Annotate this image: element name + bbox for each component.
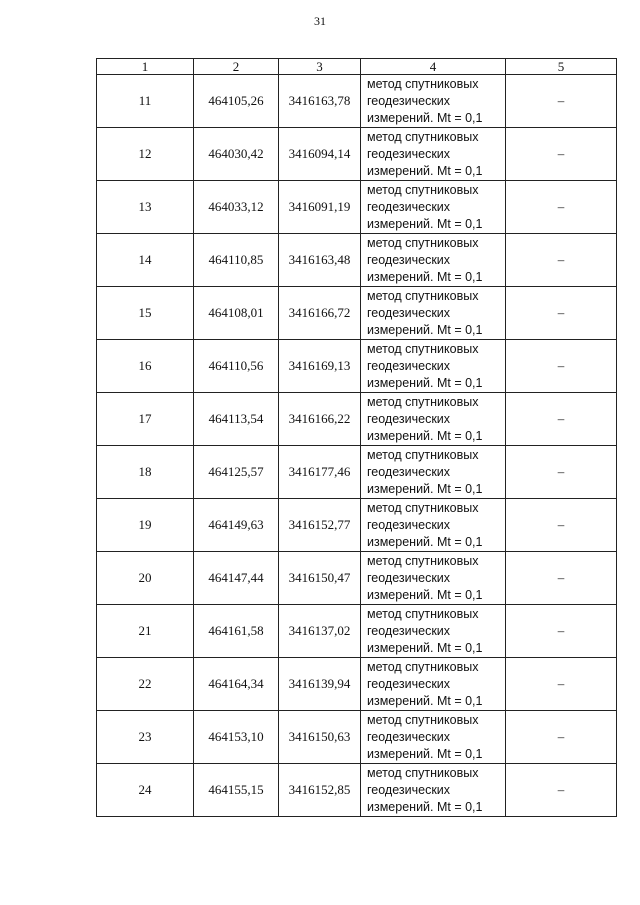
- coordinate-y-cell: 3416137,02: [279, 605, 361, 658]
- point-number-cell: 16: [97, 340, 194, 393]
- method-line: геодезических: [367, 464, 451, 479]
- coordinate-x-cell: 464125,57: [194, 446, 279, 499]
- method-line: геодезических: [367, 199, 451, 214]
- method-line: геодезических: [367, 729, 451, 744]
- column-header-4: 4: [361, 59, 506, 75]
- method-line: метод спутниковых: [367, 129, 479, 144]
- table-row: [97, 128, 617, 181]
- method-cell: [361, 446, 506, 499]
- note-cell: –: [506, 764, 617, 817]
- table-row: [97, 446, 617, 499]
- table-row: [97, 234, 617, 287]
- coordinate-y-cell: 3416139,94: [279, 658, 361, 711]
- page-number: 31: [314, 14, 326, 28]
- method-cell: [361, 711, 506, 764]
- method-cell: [361, 552, 506, 605]
- table-header-row: [97, 59, 617, 75]
- column-header-3: 3: [279, 59, 361, 75]
- note-cell: –: [506, 393, 617, 446]
- table-row: [97, 499, 617, 552]
- method-line: геодезических: [367, 252, 451, 267]
- method-line: измерений. Mt = 0,1: [367, 428, 483, 443]
- note-cell: –: [506, 75, 617, 128]
- table-row: [97, 658, 617, 711]
- method-line: метод спутниковых: [367, 341, 479, 356]
- method-cell: [361, 658, 506, 711]
- point-number-cell: 23: [97, 711, 194, 764]
- method-line: метод спутниковых: [367, 712, 479, 727]
- method-line: метод спутниковых: [367, 235, 479, 250]
- table-row: [97, 393, 617, 446]
- coordinate-y-cell: 3416094,14: [279, 128, 361, 181]
- method-line: геодезических: [367, 411, 451, 426]
- method-line: геодезических: [367, 676, 451, 691]
- table-row: [97, 552, 617, 605]
- point-number-cell: 15: [97, 287, 194, 340]
- coordinate-y-cell: 3416150,63: [279, 711, 361, 764]
- method-cell: [361, 605, 506, 658]
- coordinate-x-cell: 464161,58: [194, 605, 279, 658]
- method-line: измерений. Mt = 0,1: [367, 534, 483, 549]
- method-line: измерений. Mt = 0,1: [367, 216, 483, 231]
- coordinate-y-cell: 3416163,78: [279, 75, 361, 128]
- method-line: метод спутниковых: [367, 765, 479, 780]
- method-cell: [361, 181, 506, 234]
- method-line: измерений. Mt = 0,1: [367, 163, 483, 178]
- table-body: [97, 75, 617, 817]
- point-number-cell: 21: [97, 605, 194, 658]
- note-cell: –: [506, 446, 617, 499]
- coordinate-x-cell: 464113,54: [194, 393, 279, 446]
- coordinate-x-cell: 464110,56: [194, 340, 279, 393]
- method-line: измерений. Mt = 0,1: [367, 481, 483, 496]
- coordinate-y-cell: 3416166,22: [279, 393, 361, 446]
- method-line: измерений. Mt = 0,1: [367, 269, 483, 284]
- point-number-cell: 22: [97, 658, 194, 711]
- note-cell: –: [506, 181, 617, 234]
- coordinate-y-cell: 3416152,77: [279, 499, 361, 552]
- method-line: метод спутниковых: [367, 394, 479, 409]
- table-row: [97, 181, 617, 234]
- method-line: измерений. Mt = 0,1: [367, 322, 483, 337]
- note-cell: –: [506, 658, 617, 711]
- coordinate-y-cell: 3416150,47: [279, 552, 361, 605]
- note-cell: –: [506, 340, 617, 393]
- method-line: метод спутниковых: [367, 553, 479, 568]
- method-cell: [361, 287, 506, 340]
- method-line: геодезических: [367, 570, 451, 585]
- coordinate-y-cell: 3416166,72: [279, 287, 361, 340]
- table-row: [97, 340, 617, 393]
- method-line: метод спутниковых: [367, 182, 479, 197]
- note-cell: –: [506, 234, 617, 287]
- note-cell: –: [506, 605, 617, 658]
- note-cell: –: [506, 128, 617, 181]
- column-header-5: 5: [506, 59, 617, 75]
- coordinate-y-cell: 3416169,13: [279, 340, 361, 393]
- method-line: метод спутниковых: [367, 500, 479, 515]
- point-number-cell: 13: [97, 181, 194, 234]
- point-number-cell: 14: [97, 234, 194, 287]
- coordinate-y-cell: 3416177,46: [279, 446, 361, 499]
- coordinates-table: [96, 58, 617, 817]
- note-cell: –: [506, 552, 617, 605]
- method-cell: [361, 234, 506, 287]
- coordinate-x-cell: 464110,85: [194, 234, 279, 287]
- point-number-cell: 24: [97, 764, 194, 817]
- table-row: [97, 75, 617, 128]
- point-number-cell: 11: [97, 75, 194, 128]
- method-line: метод спутниковых: [367, 76, 479, 91]
- column-header-2: 2: [194, 59, 279, 75]
- note-cell: –: [506, 711, 617, 764]
- point-number-cell: 12: [97, 128, 194, 181]
- method-line: метод спутниковых: [367, 659, 479, 674]
- coordinate-x-cell: 464030,42: [194, 128, 279, 181]
- note-cell: –: [506, 499, 617, 552]
- method-line: метод спутниковых: [367, 606, 479, 621]
- coordinate-x-cell: 464147,44: [194, 552, 279, 605]
- coordinate-x-cell: 464033,12: [194, 181, 279, 234]
- table-row: [97, 287, 617, 340]
- method-line: метод спутниковых: [367, 447, 479, 462]
- method-line: геодезических: [367, 93, 451, 108]
- method-cell: [361, 393, 506, 446]
- method-line: метод спутниковых: [367, 288, 479, 303]
- coordinate-x-cell: 464155,15: [194, 764, 279, 817]
- method-line: измерений. Mt = 0,1: [367, 746, 483, 761]
- coordinate-x-cell: 464105,26: [194, 75, 279, 128]
- coordinate-y-cell: 3416091,19: [279, 181, 361, 234]
- coordinate-x-cell: 464164,34: [194, 658, 279, 711]
- coordinate-x-cell: 464108,01: [194, 287, 279, 340]
- point-number-cell: 20: [97, 552, 194, 605]
- point-number-cell: 17: [97, 393, 194, 446]
- method-line: измерений. Mt = 0,1: [367, 640, 483, 655]
- method-cell: [361, 499, 506, 552]
- coordinate-x-cell: 464149,63: [194, 499, 279, 552]
- method-line: геодезических: [367, 623, 451, 638]
- method-line: геодезических: [367, 305, 451, 320]
- coordinate-y-cell: 3416163,48: [279, 234, 361, 287]
- method-cell: [361, 75, 506, 128]
- method-line: измерений. Mt = 0,1: [367, 110, 483, 125]
- point-number-cell: 18: [97, 446, 194, 499]
- method-line: измерений. Mt = 0,1: [367, 375, 483, 390]
- method-line: измерений. Mt = 0,1: [367, 693, 483, 708]
- table-row: [97, 764, 617, 817]
- method-line: геодезических: [367, 146, 451, 161]
- method-line: геодезических: [367, 358, 451, 373]
- table-row: [97, 605, 617, 658]
- method-line: измерений. Mt = 0,1: [367, 587, 483, 602]
- method-line: геодезических: [367, 517, 451, 532]
- column-header-1: 1: [97, 59, 194, 75]
- method-line: геодезических: [367, 782, 451, 797]
- point-number-cell: 19: [97, 499, 194, 552]
- coordinate-y-cell: 3416152,85: [279, 764, 361, 817]
- method-cell: [361, 128, 506, 181]
- coordinate-x-cell: 464153,10: [194, 711, 279, 764]
- method-cell: [361, 764, 506, 817]
- method-cell: [361, 340, 506, 393]
- table-row: [97, 711, 617, 764]
- note-cell: –: [506, 287, 617, 340]
- method-line: измерений. Mt = 0,1: [367, 799, 483, 814]
